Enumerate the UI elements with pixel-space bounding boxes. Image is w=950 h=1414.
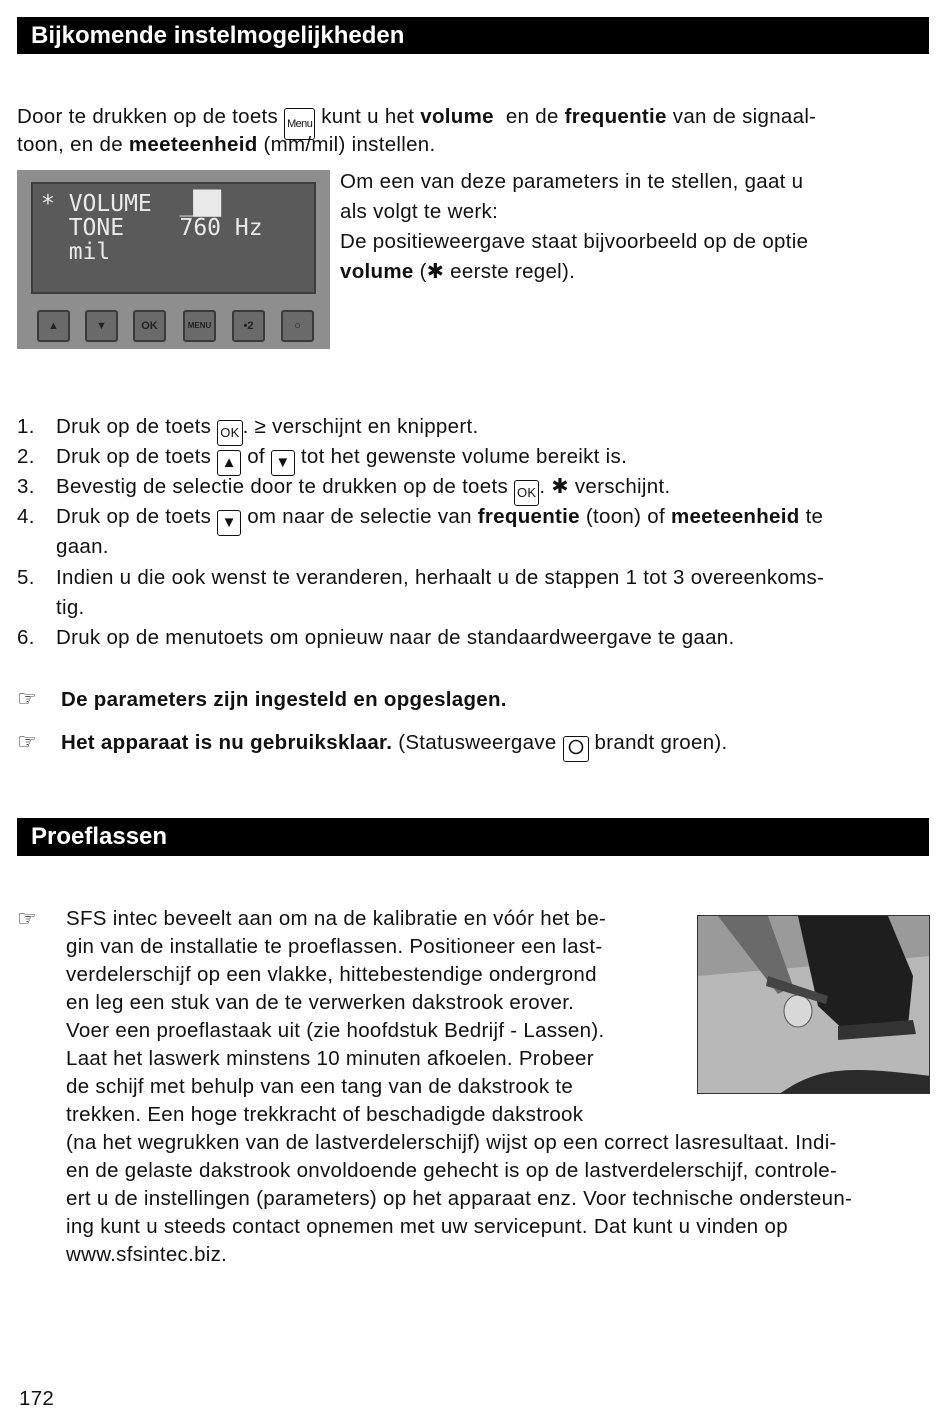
step-4-cont: gaan. xyxy=(56,535,109,558)
test-text-line: SFS intec beveelt aan om na de kalibratie en vóór het be- xyxy=(66,907,607,930)
secondary-button-icon: •2 xyxy=(232,310,265,342)
test-text-line: ert u de instellingen (parameters) op het apparaat enz. Voor technische ondersteun- xyxy=(66,1187,853,1210)
side-text-2: als volgt te werk: xyxy=(340,200,499,223)
step-4: 4. Druk op de toets ▼ om naar de selectie van frequentie (toon) of meeteenheid te xyxy=(17,502,823,536)
test-text-line: verdelerschijf op een vlakke, hittebestendige ondergrond xyxy=(66,963,597,986)
intro-line-1: Door te drukken op de toets Menu kunt u het volume en de frequentie van de signaal- xyxy=(17,102,816,140)
side-text-1: Om een van deze parameters in te stellen, gaat u xyxy=(340,170,804,193)
note-ready: ☞ Het apparaat is nu gebruiksklaar. (Statusweergave brandt groen). xyxy=(17,727,728,762)
intro-line-2: toon, en de meeteenheid (mm/mil) instellen. xyxy=(17,133,436,156)
pointing-hand-icon: ☞ xyxy=(17,729,38,754)
heading-text: Proeflassen xyxy=(31,823,168,850)
device-display-photo xyxy=(17,170,330,349)
down-key-icon: ▼ xyxy=(271,450,295,476)
side-text-4: volume (✱ eerste regel). xyxy=(340,260,576,283)
up-key-icon: ▲ xyxy=(217,450,241,476)
step-1: 1. Druk op de toets OK . ≥ verschijnt en knippert. xyxy=(17,412,478,446)
test-text-line: (na het wegrukken van de lastverdelerschijf) wijst op een correct lasresultaat. Indi- xyxy=(66,1131,837,1154)
status-led-icon: ○ xyxy=(281,310,314,342)
test-text-line: Voer een proeflastaak uit (zie hoofdstuk Bedrijf - Lassen). xyxy=(66,1019,605,1042)
test-text-line: ing kunt u steeds contact opnemen met uw servicepunt. Dat kunt u vinden op xyxy=(66,1215,788,1238)
section-heading-settings xyxy=(17,17,929,54)
side-text-3: De positieweergave staat bijvoorbeeld op de optie xyxy=(340,230,809,253)
lcd-line-1: * VOLUME _██ xyxy=(41,191,222,217)
up-arrow-icon: ▲ xyxy=(37,310,70,342)
test-text-line: en leg een stuk van de te verwerken dakstrook erover. xyxy=(66,991,575,1014)
page-number: 172 xyxy=(19,1387,55,1410)
down-key-icon: ▼ xyxy=(217,510,241,536)
step-3: 3. Bevestig de selectie door te drukken op de toets OK . ✱ verschijnt. xyxy=(17,472,670,506)
step-6: 6. Druk op de menutoets om opnieuw naar de standaardweergave te gaan. xyxy=(17,626,735,649)
pointing-hand-icon: ☞ xyxy=(17,906,37,931)
ok-key-icon: OK xyxy=(217,420,242,446)
down-arrow-icon: ▼ xyxy=(85,310,118,342)
section-heading-test-welding xyxy=(17,818,929,856)
test-welding-photo xyxy=(697,915,930,1094)
test-text-line: trekken. Een hoge trekkracht of beschadigde dakstrook xyxy=(66,1103,584,1126)
note-parameters-saved: ☞ De parameters zijn ingesteld en opgeslagen. xyxy=(17,684,507,715)
device-buttons xyxy=(31,310,321,342)
test-text-line: www.sfsintec.biz. xyxy=(66,1243,228,1266)
lcd-line-3: mil xyxy=(41,239,111,265)
ok-key-icon: OK xyxy=(514,480,539,506)
test-text-line: Laat het laswerk minstens 10 minuten afkoelen. Probeer xyxy=(66,1047,594,1070)
test-text-line: gin van de installatie te proeflassen. Positioneer een last- xyxy=(66,935,603,958)
step-2: 2. Druk op de toets ▲ of ▼ tot het gewenste volume bereikt is. xyxy=(17,442,627,476)
status-circle-icon xyxy=(563,736,589,762)
step-5-cont: tig. xyxy=(56,596,85,619)
menu-button-icon: MENU xyxy=(183,310,216,342)
lcd-line-2: TONE 760 Hz xyxy=(41,215,263,241)
lcd-screen xyxy=(31,182,316,294)
menu-key-icon: Menu xyxy=(284,108,315,140)
heading-text: Bijkomende instelmogelijkheden xyxy=(31,22,405,49)
pointing-hand-icon: ☞ xyxy=(17,686,38,711)
ok-button-icon: OK xyxy=(133,310,166,342)
test-text-line: de schijf met behulp van een tang van de dakstrook te xyxy=(66,1075,574,1098)
step-5: 5. Indien u die ook wenst te veranderen, herhaalt u de stappen 1 tot 3 overeenkoms- xyxy=(17,566,825,589)
test-text-line: en de gelaste dakstrook onvoldoende gehecht is op de lastverdelerschijf, controle- xyxy=(66,1159,838,1182)
